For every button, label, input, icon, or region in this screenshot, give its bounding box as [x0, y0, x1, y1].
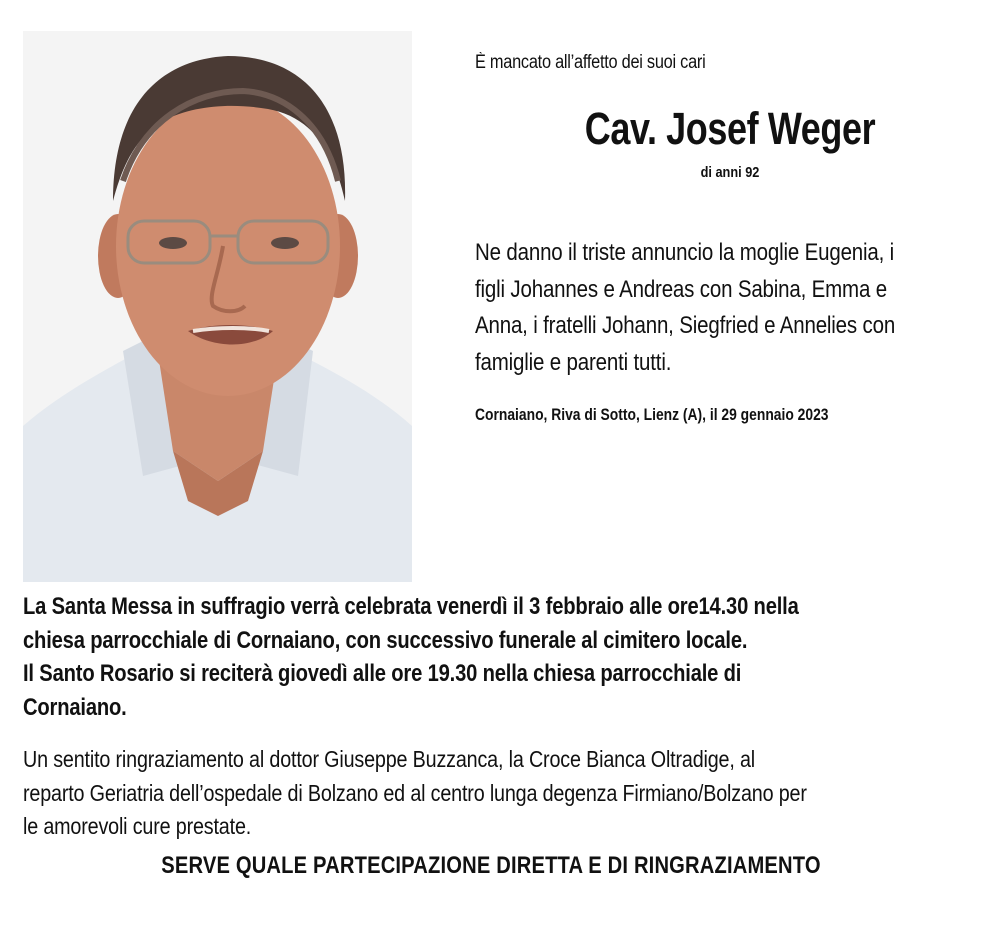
mass-line: Cornaiano. — [23, 693, 127, 721]
announcement-line: famiglie e parenti tutti. — [475, 348, 672, 376]
deceased-age: di anni 92 — [700, 164, 760, 181]
mass-line: Il Santo Rosario si reciterà giovedì alle ore 19.30 nella chiesa parrocchiale di — [23, 660, 742, 687]
deceased-name: Cav. Josef Weger — [584, 103, 876, 154]
announcement-line: figli Johannes e Andreas con Sabina, Emma e — [475, 275, 887, 303]
announcement-line: Ne danno il triste annuncio la moglie Eugenia, i — [475, 239, 895, 266]
mass-notice — [23, 590, 922, 724]
portrait-photo — [23, 31, 412, 582]
intro-text: È mancato all’affetto dei suoi cari — [475, 52, 706, 73]
place-and-date: Cornaiano, Riva di Sotto, Lienz (A), il 29 gennaio 2023 — [475, 406, 829, 424]
mass-line: chiesa parrocchiale di Cornaiano, con successivo funerale al cimitero locale. — [23, 626, 748, 654]
announcement-line: Anna, i fratelli Johann, Siegfried e Annelies con — [475, 312, 896, 339]
mass-line: La Santa Messa in suffragio verrà celebrata venerdì il 3 febbraio alle ore14.30 nella — [23, 593, 799, 620]
footer-notice: SERVE QUALE PARTECIPAZIONE DIRETTA E DI RINGRAZIAMENTO — [161, 852, 821, 879]
thanks-line: Un sentito ringraziamento al dottor Giuseppe Buzzanca, la Croce Bianca Oltradige, al — [23, 746, 756, 772]
thanks-text — [23, 743, 964, 844]
thanks-line: reparto Geriatria dell’ospedale di Bolzano ed al centro lunga degenza Firmiano/Bolzano per — [23, 779, 807, 806]
announcement-text — [475, 235, 962, 381]
thanks-line: le amorevoli cure prestate. — [23, 813, 252, 839]
portrait-illustration — [23, 31, 412, 582]
